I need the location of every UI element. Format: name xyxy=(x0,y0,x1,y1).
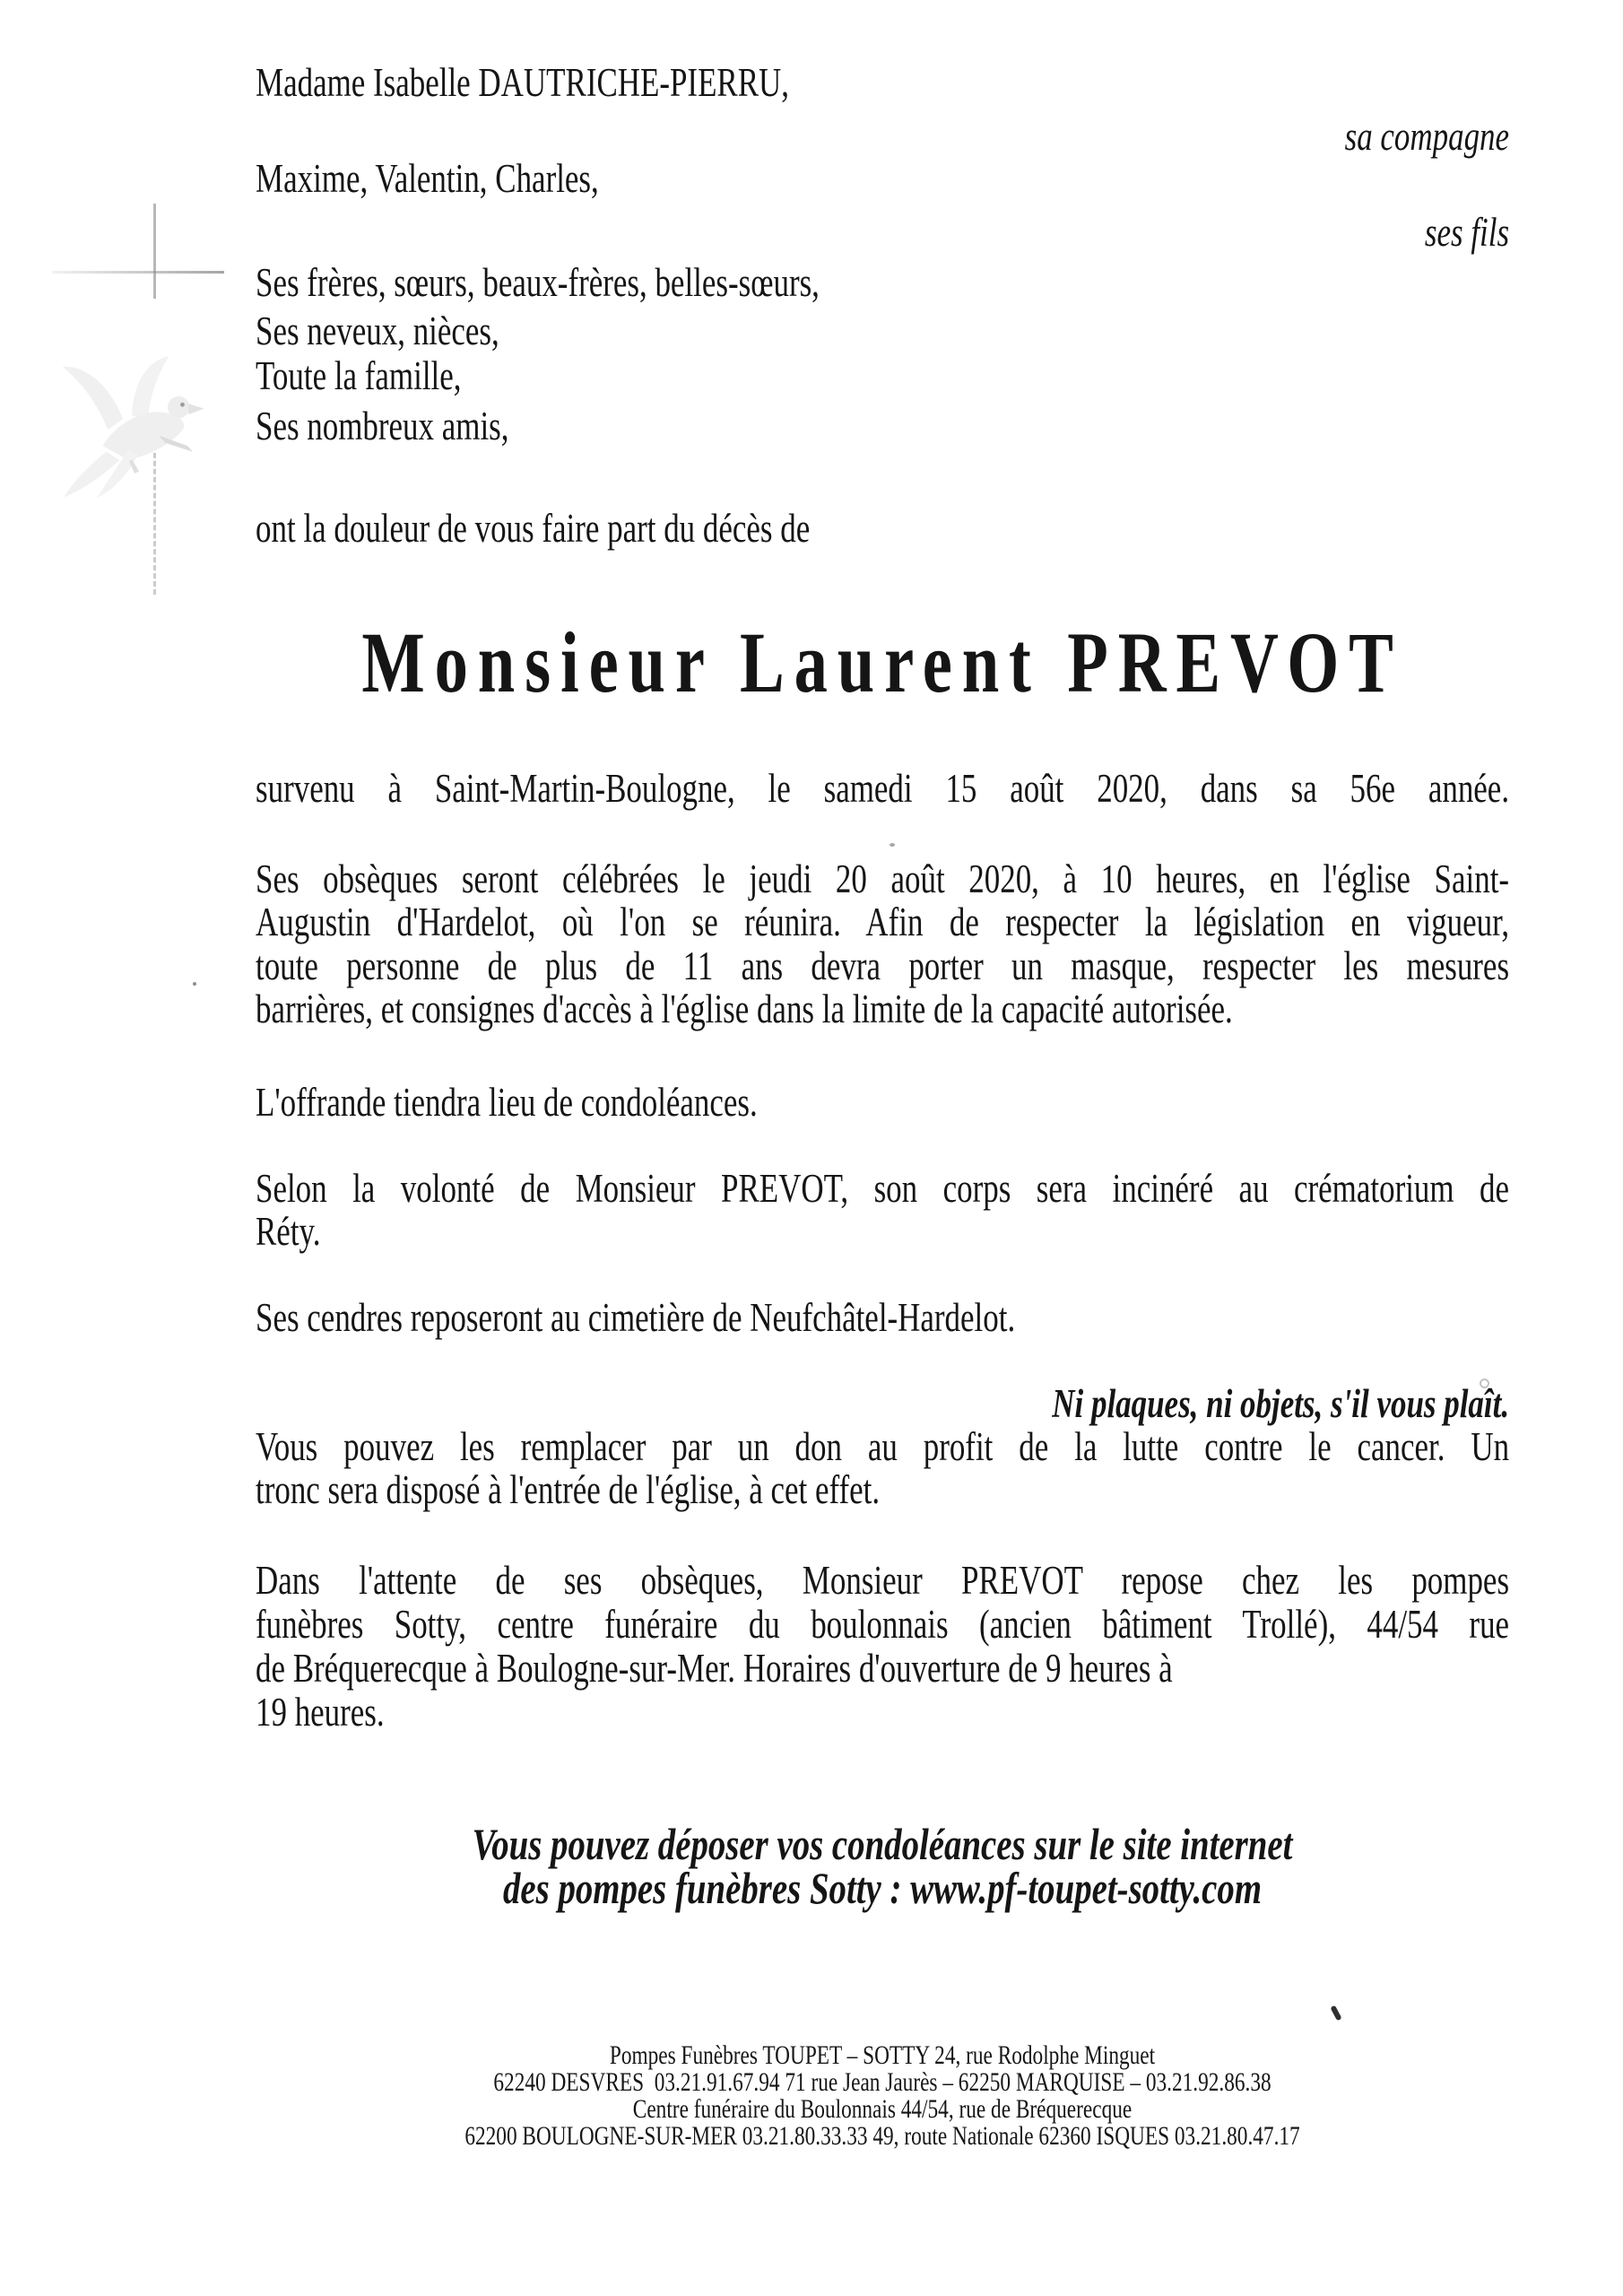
cremation-line: Réty. xyxy=(256,1209,321,1254)
footer-line: 62200 BOULOGNE-SUR-MER 03.21.80.33.33 49, route Nationale 62360 ISQUES 03.21.80.47.17 xyxy=(464,2121,1300,2151)
scan-speck xyxy=(193,982,196,986)
family-line: Ses neveux, nièces, xyxy=(256,309,499,353)
companion-name-line: Madame Isabelle DAUTRICHE-PIERRU, xyxy=(256,60,790,105)
family-line: Toute la famille, xyxy=(256,353,462,398)
condolences-website-line: des pompes funèbres Sotty : www.pf-toupet-sotty.com xyxy=(502,1863,1263,1913)
repose-line: 19 heures. xyxy=(256,1690,385,1735)
sons-relation-label: ses fils xyxy=(1424,210,1510,255)
repose-line: Dans l'attente de ses obsèques, Monsieur PREVOT repose chez les pompes xyxy=(256,1558,1510,1603)
repose-line: de Bréquerecque à Boulogne-sur-Mer. Horaires d'ouverture de 9 heures à xyxy=(256,1646,1173,1691)
family-line: Ses nombreux amis, xyxy=(256,404,509,448)
crop-mark-horizontal-line xyxy=(52,271,224,274)
cremation-line: Selon la volonté de Monsieur PREVOT, son corps sera incinéré au crématorium de xyxy=(256,1166,1510,1211)
funeral-paragraph-line: Augustin d'Hardelot, où l'on se réunira. Afin de respecter la législation en vigueur, xyxy=(256,900,1510,944)
footer-line: 62240 DESVRES 03.21.91.67.94 71 rue Jean Jaurès – 62250 MARQUISE – 03.21.92.86.38 xyxy=(493,2067,1271,2097)
donation-line: tronc sera disposé à l'entrée de l'église, à cet effet. xyxy=(256,1467,881,1512)
offering-line: L'offrande tiendra lieu de condoléances. xyxy=(256,1080,758,1125)
obituary-text-block xyxy=(256,0,1509,2296)
donation-line: Vous pouvez les remplacer par un don au profit de la lutte contre le cancer. Un xyxy=(256,1424,1510,1469)
companion-relation-label: sa compagne xyxy=(1344,114,1510,159)
funeral-paragraph-line: barrières, et consignes d'accès à l'église dans la limite de la capacité autorisée. xyxy=(256,987,1233,1031)
sons-names-line: Maxime, Valentin, Charles, xyxy=(256,156,599,201)
family-line: Ses frères, sœurs, beaux-frères, belles-sœurs, xyxy=(256,260,820,305)
ashes-line: Ses cendres reposeront au cimetière de Neufchâtel-Hardelot. xyxy=(256,1295,1016,1340)
announcement-line: ont la douleur de vous faire part du décès de xyxy=(256,506,811,551)
funeral-paragraph-line: toute personne de plus de 11 ans devra porter un masque, respecter les mesures xyxy=(256,944,1510,988)
crop-mark-vertical-line xyxy=(153,204,156,299)
repose-line: funèbres Sotty, centre funéraire du boulonnais (ancien bâtiment Trollé), 44/54 rue xyxy=(256,1602,1510,1647)
dove-watermark-icon xyxy=(47,341,219,509)
condolences-website-line: Vous pouvez déposer vos condoléances sur le site internet xyxy=(472,1819,1293,1869)
no-plaques-request-line: Ni plaques, ni objets, s'il vous plaît. xyxy=(1052,1381,1510,1426)
footer-line: Centre funéraire du Boulonnais 44/54, rue de Bréquerecque xyxy=(632,2094,1133,2124)
footer-line: Pompes Funèbres TOUPET – SOTTY 24, rue Rodolphe Minguet xyxy=(609,2040,1156,2070)
deceased-name-title: Monsieur Laurent PREVOT xyxy=(361,614,1403,710)
funeral-paragraph-line: Ses obsèques seront célébrées le jeudi 20 août 2020, à 10 heures, en l'église Saint- xyxy=(256,857,1510,901)
death-date-line: survenu à Saint-Martin-Boulogne, le samedi 15 août 2020, dans sa 56e année. xyxy=(256,766,1510,811)
